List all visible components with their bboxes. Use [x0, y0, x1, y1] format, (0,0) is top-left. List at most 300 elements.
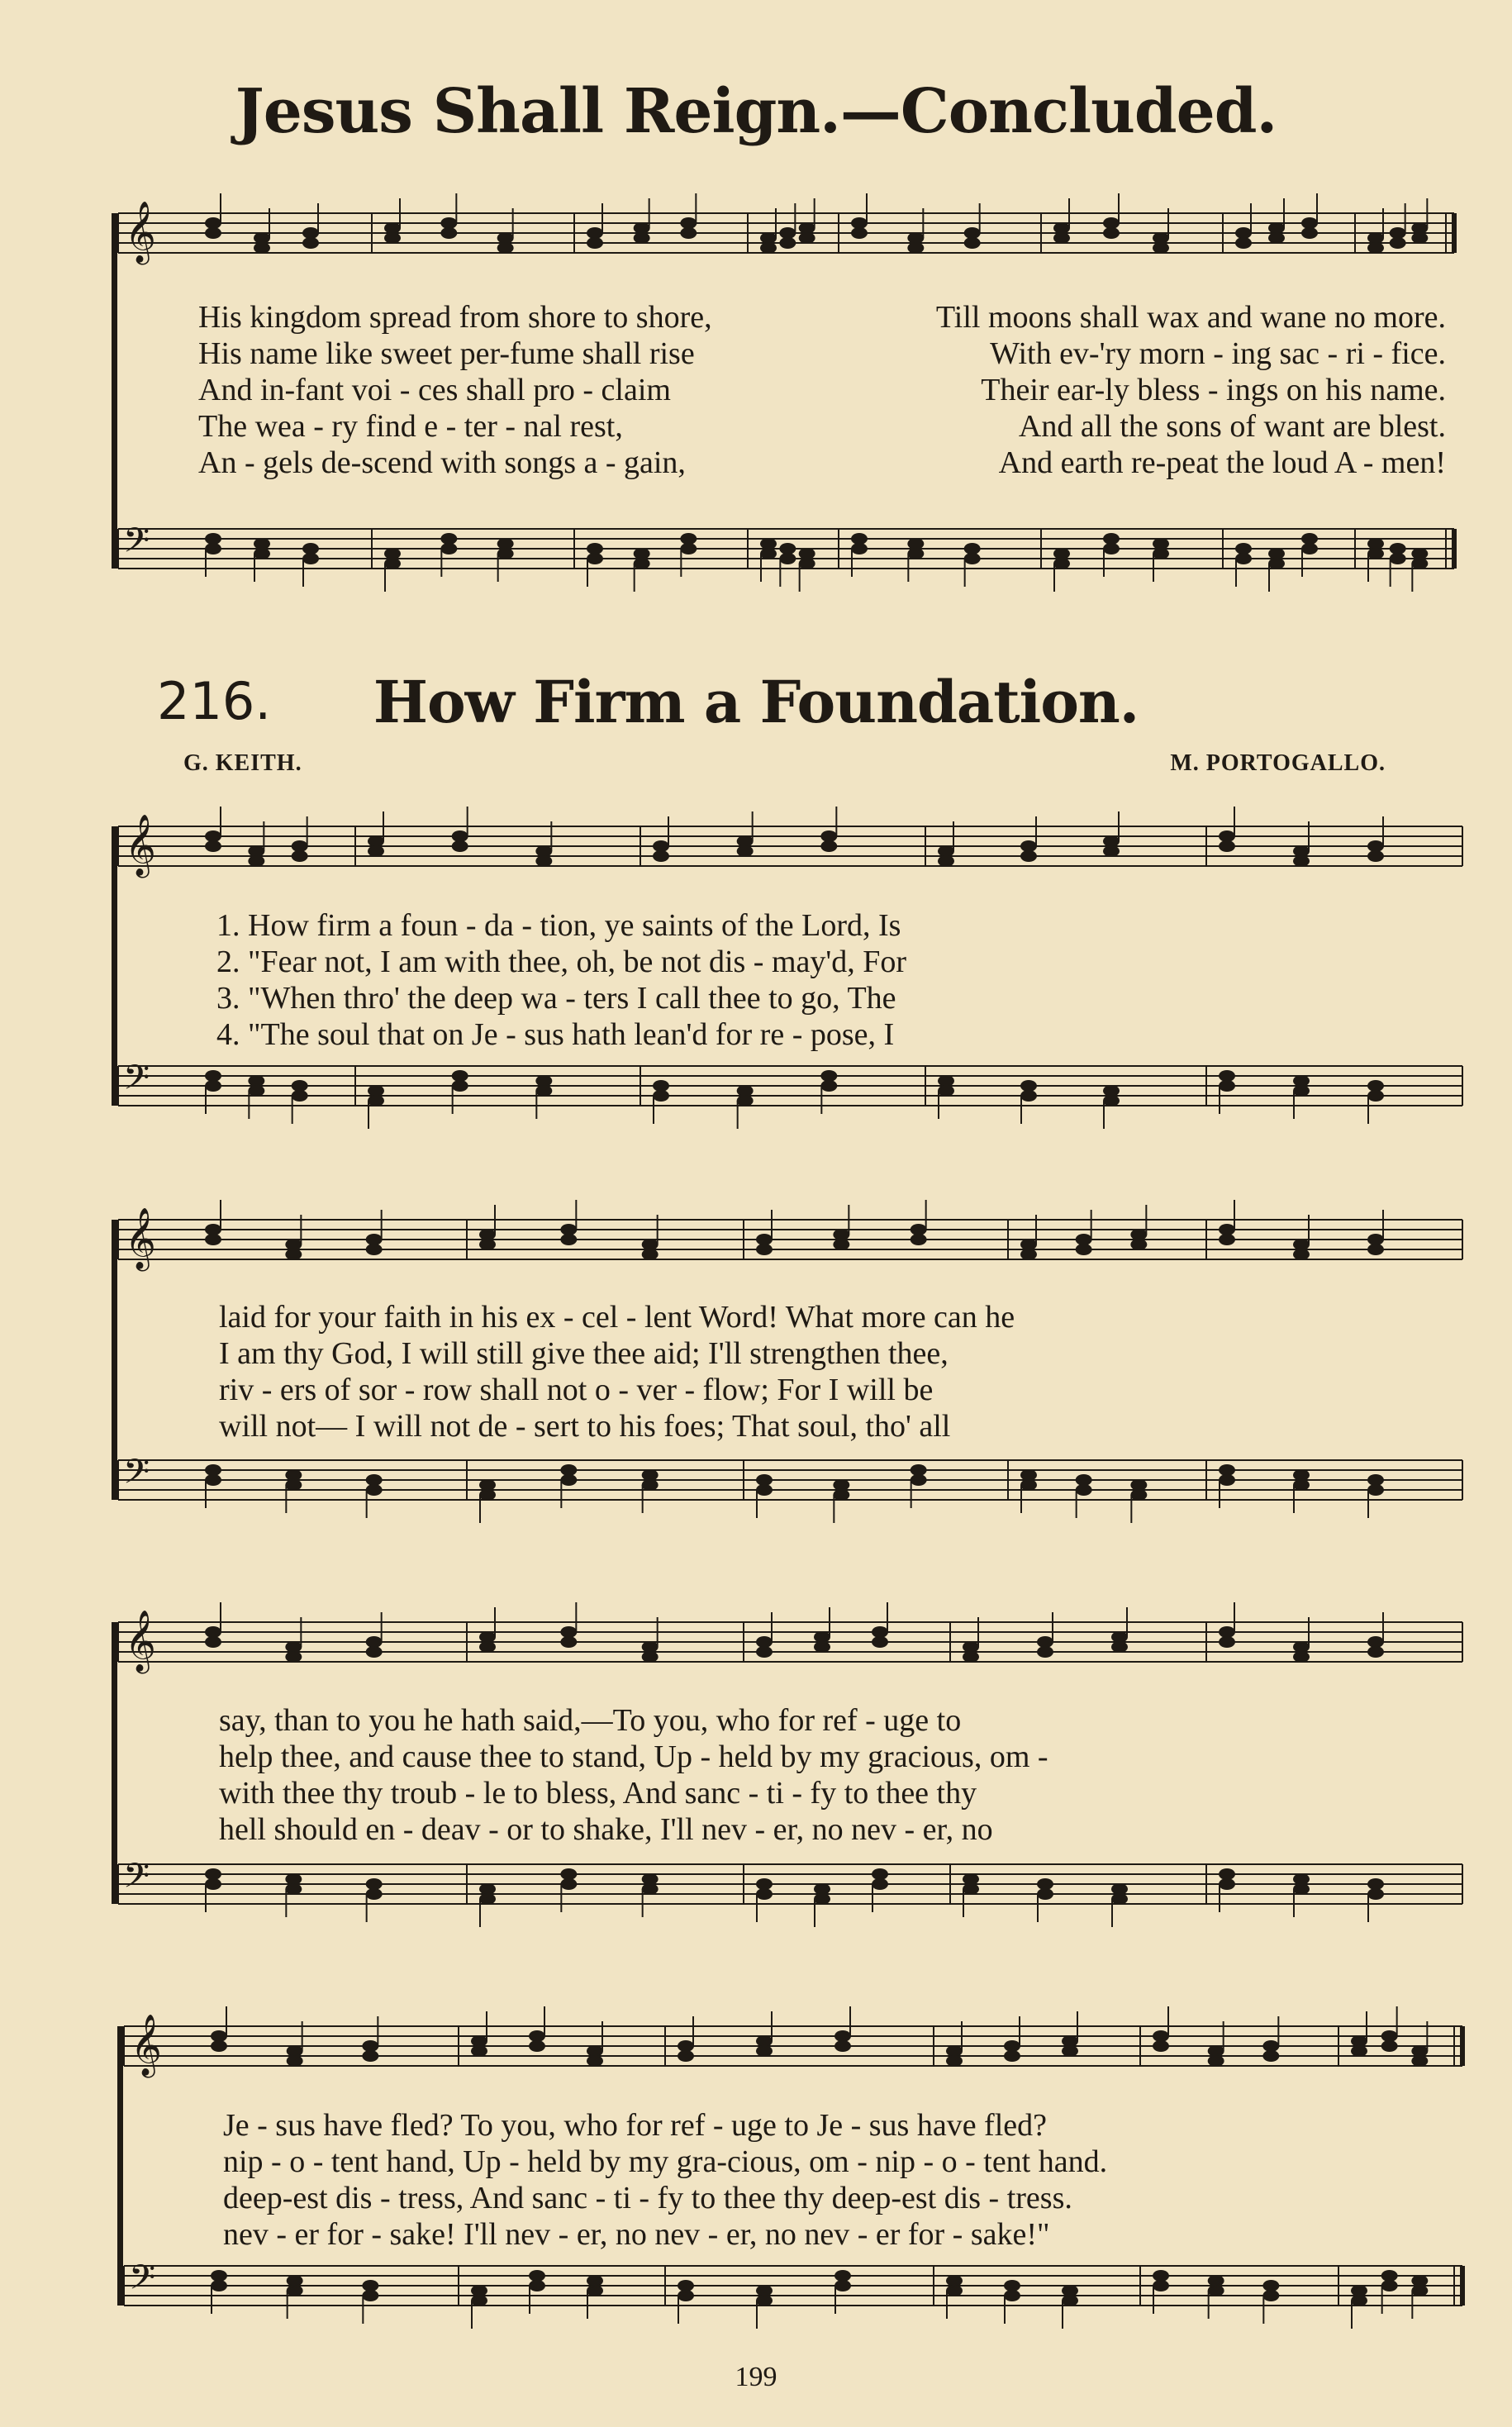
note-head — [366, 1878, 383, 1890]
note-head — [1367, 1474, 1384, 1486]
note-head — [384, 558, 401, 569]
system-brace — [112, 1220, 117, 1500]
lyric-line: deep-est dis - tress, And sanc - ti - fy to thee thy deep-est dis - tress. — [223, 2181, 1072, 2215]
note-head — [1219, 1636, 1235, 1648]
note-head — [1020, 850, 1037, 862]
note-head — [560, 1474, 577, 1486]
note-head — [1004, 2040, 1020, 2052]
lyric-text: Their ear-ly bless - ings on his name. — [981, 373, 1446, 407]
note-head — [587, 2055, 603, 2067]
note-head — [254, 538, 270, 550]
note-head — [1367, 1636, 1384, 1648]
note-head — [1381, 2270, 1398, 2282]
note-head — [254, 242, 270, 254]
note-head — [205, 543, 221, 554]
note-head — [1293, 1641, 1310, 1653]
note-head — [1153, 2280, 1169, 2291]
note-head — [560, 1234, 577, 1245]
note-head — [756, 1636, 773, 1648]
note-head — [680, 217, 697, 229]
note-head — [834, 2030, 851, 2042]
note-head — [1293, 1651, 1310, 1663]
note-head — [1037, 1878, 1053, 1890]
note-head — [1293, 845, 1310, 857]
note-head — [737, 835, 754, 847]
note-head — [642, 1249, 659, 1260]
note-head — [872, 1636, 888, 1648]
note-head — [799, 222, 815, 234]
note-head — [756, 1234, 773, 1245]
note-head — [1301, 543, 1318, 554]
lyric-text: His name like sweet per-fume shall rise — [198, 336, 695, 371]
note-head — [1293, 1883, 1310, 1895]
lyric-text: And all the sons of want are blest. — [1018, 409, 1446, 444]
note-head — [946, 2275, 963, 2287]
note-head — [1219, 1234, 1235, 1245]
note-head — [737, 845, 754, 857]
note-head — [479, 1883, 496, 1895]
note-head — [1235, 237, 1252, 249]
bass-clef: 𝄢 — [123, 1452, 150, 1500]
note-head — [946, 2285, 963, 2296]
lyric-text: The wea - ry find e - ter - nal rest, — [198, 409, 623, 444]
note-head — [760, 232, 777, 244]
note-head — [205, 533, 221, 545]
note-head — [680, 227, 697, 239]
note-head — [1367, 242, 1384, 254]
note-head — [1293, 1469, 1310, 1481]
note-head — [366, 1234, 383, 1245]
note-head — [1037, 1646, 1053, 1658]
note-head — [756, 2295, 773, 2306]
lyric-line — [198, 445, 1446, 481]
note-head — [587, 543, 603, 554]
note-head — [384, 222, 401, 234]
note-head — [479, 1631, 496, 1643]
note-head — [366, 1646, 383, 1658]
note-head — [1411, 222, 1428, 234]
note-head — [1367, 850, 1384, 862]
note-head — [1103, 1095, 1120, 1106]
note-head — [1367, 1080, 1384, 1092]
note-head — [254, 548, 270, 559]
note-head — [285, 1641, 302, 1653]
note-head — [205, 830, 221, 842]
note-head — [820, 830, 837, 842]
note-head — [872, 1878, 888, 1890]
note-head — [1219, 1080, 1235, 1092]
note-head — [205, 217, 221, 229]
note-head — [366, 1484, 383, 1496]
note-head — [287, 2045, 303, 2057]
note-head — [678, 2290, 694, 2301]
note-head — [248, 845, 264, 857]
note-head — [452, 830, 468, 842]
treble-clef: 𝄞 — [131, 2015, 162, 2076]
note-head — [560, 1878, 577, 1890]
note-head — [634, 232, 650, 244]
note-head — [535, 1085, 552, 1097]
note-head — [1153, 2040, 1169, 2052]
note-head — [799, 548, 815, 559]
note-head — [680, 543, 697, 554]
note-head — [756, 1244, 773, 1255]
note-head — [1053, 548, 1070, 559]
note-head — [737, 1085, 754, 1097]
header-title: Jesus Shall Reign.—Concluded. — [235, 76, 1277, 147]
lyric-line: 4. "The soul that on Je - sus hath lean'd for re - pose, I — [216, 1017, 895, 1052]
note-head — [1262, 2290, 1279, 2301]
lyric-text: And in-fant voi - ces shall pro - claim — [198, 373, 671, 407]
note-head — [302, 543, 319, 554]
note-head — [362, 2290, 378, 2301]
note-head — [479, 1893, 496, 1905]
note-head — [760, 548, 777, 559]
note-head — [1004, 2280, 1020, 2291]
note-head — [756, 2285, 773, 2296]
note-head — [368, 1095, 384, 1106]
lyrics-system-3 — [219, 1702, 1440, 1848]
note-head — [1111, 1631, 1128, 1643]
note-head — [1153, 548, 1169, 559]
lyrics-jesus-shall-reign — [198, 299, 1446, 481]
note-head — [1219, 830, 1235, 842]
note-head — [1062, 2285, 1078, 2296]
note-head — [1130, 1489, 1147, 1501]
note-head — [285, 1239, 302, 1250]
note-head — [211, 2030, 227, 2042]
note-head — [285, 1479, 302, 1491]
lyrics-system-2 — [219, 1299, 1440, 1444]
note-head — [560, 1626, 577, 1638]
lyric-line: riv - ers of sor - row shall not o - ver - flow; For I will be — [219, 1373, 934, 1407]
note-head — [205, 1868, 221, 1880]
lyric-line: Je - sus have fled? To you, who for ref - uge to Je - sus have fled? — [223, 2108, 1047, 2143]
note-head — [1062, 2035, 1078, 2047]
note-head — [1153, 2030, 1169, 2042]
note-head — [1390, 543, 1406, 554]
note-head — [366, 1636, 383, 1648]
note-head — [756, 1888, 773, 1900]
note-head — [287, 2275, 303, 2287]
note-head — [756, 1474, 773, 1486]
note-head — [1411, 2285, 1428, 2296]
note-head — [368, 835, 384, 847]
note-head — [1262, 2280, 1279, 2291]
lyric-line: will not— I will not de - sert to his foes; That soul, tho' all — [219, 1409, 951, 1444]
note-head — [1367, 1888, 1384, 1900]
note-head — [834, 2040, 851, 2052]
note-head — [1111, 1893, 1128, 1905]
bass-clef: 𝄢 — [123, 521, 150, 569]
note-head — [479, 1229, 496, 1240]
lyric-line: laid for your faith in his ex - cel - lent Word! What more can he — [219, 1300, 1015, 1335]
note-head — [1351, 2035, 1367, 2047]
treble-clef: 𝄞 — [125, 202, 156, 263]
note-head — [1293, 1249, 1310, 1260]
note-head — [366, 1888, 383, 1900]
note-head — [634, 558, 650, 569]
note-head — [814, 1641, 830, 1653]
note-head — [529, 2280, 545, 2291]
note-head — [205, 1234, 221, 1245]
note-head — [634, 222, 650, 234]
note-head — [756, 2045, 773, 2057]
note-head — [1381, 2280, 1398, 2291]
note-head — [1411, 2055, 1428, 2067]
note-head — [642, 1469, 659, 1481]
note-head — [254, 232, 270, 244]
note-head — [1235, 227, 1252, 239]
note-head — [1130, 1479, 1147, 1491]
note-head — [678, 2280, 694, 2291]
lyric-text: An - gels de-scend with songs a - gain, — [198, 445, 686, 480]
hymn-number: 216. — [157, 671, 272, 731]
note-head — [362, 2050, 378, 2062]
note-head — [1153, 232, 1169, 244]
note-head — [1076, 1474, 1092, 1486]
note-head — [1351, 2045, 1367, 2057]
note-head — [1219, 1224, 1235, 1235]
lyric-text: His kingdom spread from shore to shore, — [198, 300, 712, 335]
note-head — [1219, 1464, 1235, 1476]
lyric-text: And earth re-peat the loud A - men! — [998, 445, 1446, 480]
note-head — [938, 855, 954, 867]
note-head — [1153, 242, 1169, 254]
lyric-line: nev - er for - sake! I'll nev - er, no nev - er, no nev - er for - sake!" — [223, 2217, 1050, 2252]
system-brace — [117, 2026, 123, 2306]
note-head — [1268, 232, 1285, 244]
note-head — [1053, 222, 1070, 234]
note-head — [820, 840, 837, 852]
note-head — [587, 227, 603, 239]
note-head — [963, 1651, 979, 1663]
note-head — [1293, 1085, 1310, 1097]
note-head — [964, 543, 981, 554]
note-head — [756, 1646, 773, 1658]
note-head — [1076, 1484, 1092, 1496]
note-head — [1301, 217, 1318, 229]
note-head — [479, 1641, 496, 1653]
note-head — [1037, 1636, 1053, 1648]
note-head — [653, 1080, 669, 1092]
note-head — [560, 1464, 577, 1476]
note-head — [1076, 1244, 1092, 1255]
note-head — [529, 2030, 545, 2042]
note-head — [938, 1075, 954, 1087]
note-head — [642, 1239, 659, 1250]
note-head — [872, 1626, 888, 1638]
bass-clef: 𝄢 — [129, 2258, 156, 2306]
note-head — [814, 1893, 830, 1905]
note-head — [471, 2045, 487, 2057]
note-head — [1111, 1641, 1128, 1653]
lyric-line: say, than to you he hath said,—To you, who for ref - uge to — [219, 1703, 962, 1738]
note-head — [799, 558, 815, 569]
note-head — [366, 1474, 383, 1486]
note-head — [1153, 2270, 1169, 2282]
note-head — [964, 553, 981, 564]
note-head — [1103, 533, 1120, 545]
note-head — [285, 1249, 302, 1260]
note-head — [497, 548, 514, 559]
note-head — [497, 538, 514, 550]
note-head — [292, 850, 308, 862]
note-head — [287, 2055, 303, 2067]
note-head — [907, 548, 924, 559]
note-head — [653, 1090, 669, 1102]
note-head — [292, 1090, 308, 1102]
note-head — [1020, 1479, 1037, 1491]
note-head — [211, 2040, 227, 2052]
note-head — [1208, 2275, 1224, 2287]
note-head — [964, 237, 981, 249]
note-head — [205, 1070, 221, 1082]
note-head — [587, 2285, 603, 2296]
note-head — [587, 553, 603, 564]
note-head — [1020, 840, 1037, 852]
note-head — [497, 242, 514, 254]
note-head — [1268, 558, 1285, 569]
note-head — [205, 840, 221, 852]
note-head — [1367, 232, 1384, 244]
note-head — [760, 242, 777, 254]
note-head — [1367, 1484, 1384, 1496]
note-head — [1020, 1239, 1037, 1250]
note-head — [479, 1489, 496, 1501]
note-head — [560, 1868, 577, 1880]
note-head — [642, 1873, 659, 1885]
note-head — [851, 533, 868, 545]
note-head — [205, 1636, 221, 1648]
note-head — [248, 855, 264, 867]
note-head — [907, 232, 924, 244]
lyric-line: 1. How firm a foun - da - tion, ye saints of the Lord, Is — [216, 908, 901, 943]
note-head — [479, 1239, 496, 1250]
lyric-line — [198, 299, 1446, 335]
note-head — [471, 2285, 487, 2296]
note-head — [833, 1479, 849, 1491]
note-head — [964, 227, 981, 239]
note-head — [1262, 2040, 1279, 2052]
note-head — [205, 1474, 221, 1486]
note-head — [452, 840, 468, 852]
note-head — [737, 1095, 754, 1106]
lyric-line: I am thy God, I will still give thee aid; I'll strengthen thee, — [219, 1336, 949, 1371]
note-head — [302, 553, 319, 564]
note-head — [560, 1636, 577, 1648]
lyric-line — [198, 408, 1446, 445]
note-head — [1020, 1090, 1037, 1102]
note-head — [362, 2040, 378, 2052]
note-head — [820, 1080, 837, 1092]
note-head — [292, 840, 308, 852]
note-head — [653, 840, 669, 852]
note-head — [1103, 227, 1120, 239]
note-head — [1381, 2030, 1398, 2042]
note-head — [1053, 558, 1070, 569]
note-head — [440, 217, 457, 229]
note-head — [1103, 1085, 1120, 1097]
note-head — [285, 1651, 302, 1663]
note-head — [872, 1868, 888, 1880]
note-head — [1103, 835, 1120, 847]
note-head — [907, 538, 924, 550]
note-head — [471, 2295, 487, 2306]
note-head — [1262, 2050, 1279, 2062]
note-head — [1219, 1878, 1235, 1890]
note-head — [1076, 1234, 1092, 1245]
note-head — [834, 2280, 851, 2291]
note-head — [1390, 553, 1406, 564]
note-head — [1367, 548, 1384, 559]
note-head — [587, 2275, 603, 2287]
note-head — [1219, 840, 1235, 852]
note-head — [1411, 2275, 1428, 2287]
bass-clef: 𝄢 — [123, 1856, 150, 1904]
note-head — [1367, 538, 1384, 550]
note-head — [1293, 1239, 1310, 1250]
note-head — [963, 1883, 979, 1895]
note-head — [440, 227, 457, 239]
note-head — [1301, 533, 1318, 545]
note-head — [1208, 2045, 1224, 2057]
treble-clef: 𝄞 — [125, 1208, 156, 1269]
note-head — [911, 1464, 927, 1476]
note-head — [1390, 237, 1406, 249]
note-head — [963, 1641, 979, 1653]
note-head — [452, 1070, 468, 1082]
hymn-title: How Firm a Foundation. — [373, 668, 1139, 736]
note-head — [1411, 548, 1428, 559]
note-head — [1293, 1075, 1310, 1087]
note-head — [938, 845, 954, 857]
note-head — [535, 1075, 552, 1087]
lyrics-system-4 — [223, 2107, 1441, 2253]
lyric-line: hell should en - deav - or to shake, I'll nev - er, no nev - er, no — [219, 1812, 993, 1847]
note-head — [479, 1479, 496, 1491]
lyric-line — [198, 372, 1446, 408]
note-head — [1293, 1873, 1310, 1885]
note-head — [911, 1474, 927, 1486]
note-head — [1020, 1469, 1037, 1481]
note-head — [820, 1070, 837, 1082]
note-head — [851, 217, 868, 229]
note-head — [911, 1224, 927, 1235]
lyric-line: nip - o - tent hand, Up - held by my gra-cious, om - nip - o - tent hand. — [223, 2144, 1108, 2179]
note-head — [851, 227, 868, 239]
note-head — [1235, 543, 1252, 554]
note-head — [1367, 1878, 1384, 1890]
note-head — [535, 855, 552, 867]
note-head — [529, 2270, 545, 2282]
note-head — [756, 2035, 773, 2047]
note-head — [1130, 1239, 1147, 1250]
note-head — [1062, 2295, 1078, 2306]
note-head — [205, 1224, 221, 1235]
lyric-text: Till moons shall wax and wane no more. — [935, 300, 1446, 335]
note-head — [529, 2040, 545, 2052]
page-number: 199 — [735, 2362, 777, 2392]
note-head — [1130, 1229, 1147, 1240]
note-head — [1219, 1474, 1235, 1486]
treble-clef: 𝄞 — [125, 1611, 156, 1672]
note-head — [1367, 1234, 1384, 1245]
note-head — [851, 543, 868, 554]
note-head — [642, 1641, 659, 1653]
note-head — [642, 1883, 659, 1895]
note-head — [205, 227, 221, 239]
